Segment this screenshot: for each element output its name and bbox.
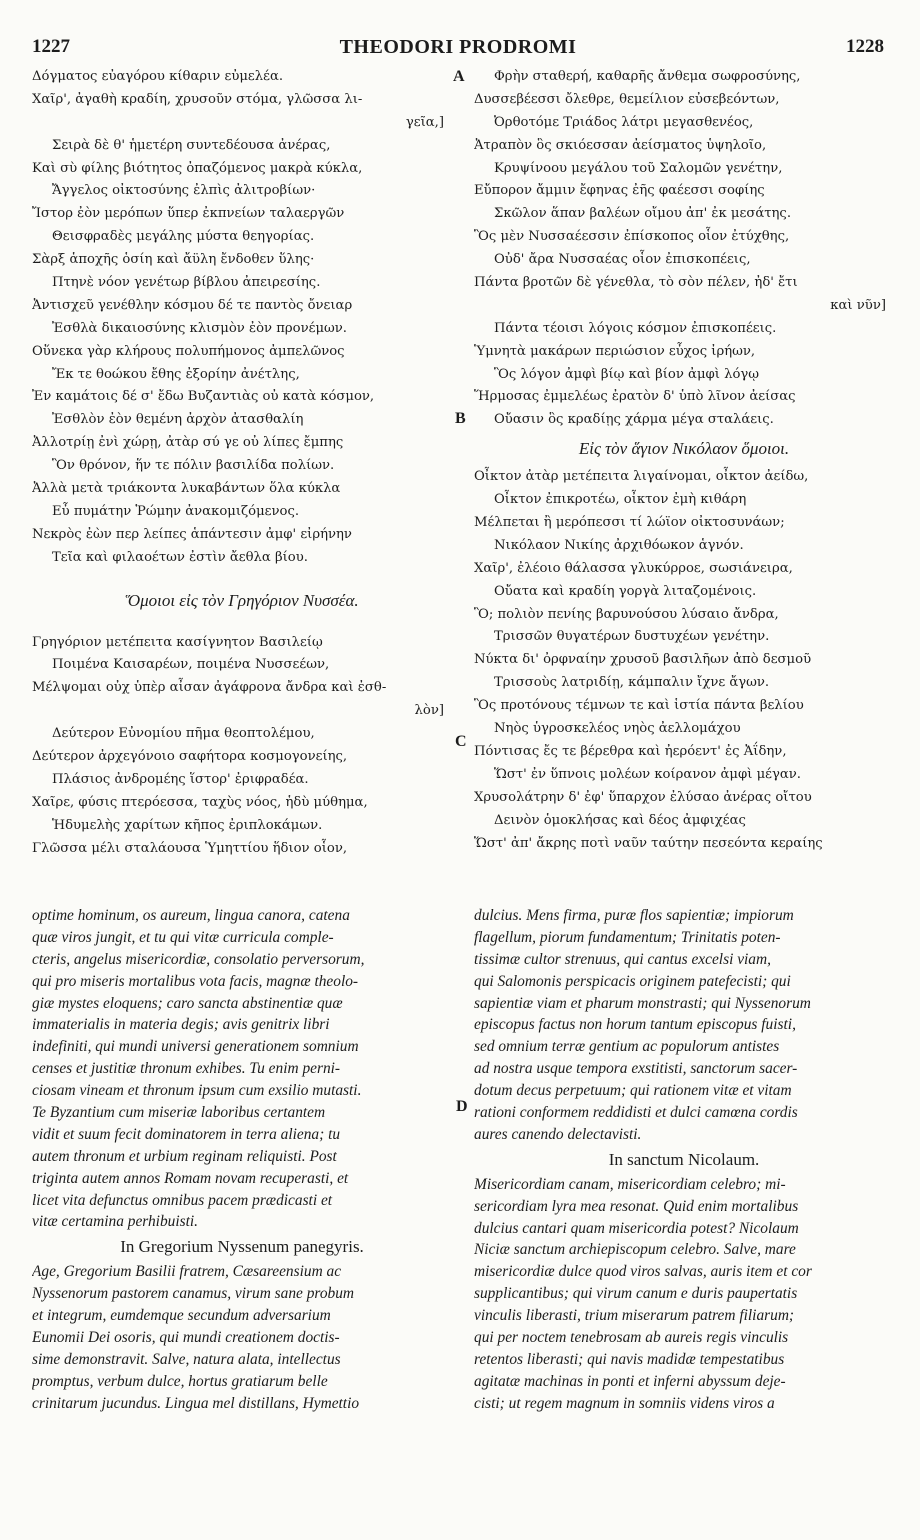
text-line: cteris, angelus misericordiæ, consolatio perversorum, — [32, 950, 365, 968]
verse-line: Γρηγόριον μετέπειτα κασίγνητον Βασιλείῳ — [32, 634, 323, 650]
verse-line: Μέλπεται ἢ μερόπεσσι τί λώϊον οἰκτοσυνάων; — [474, 515, 785, 531]
text-line: sapientiæ viam et pharum monstrasti; qui Nyssenorum — [474, 994, 811, 1012]
text-line: retentos liberasti; qui navis madidæ tempestatibus — [474, 1350, 785, 1368]
verse-line: Ὃ; πολιὸν πενίης βαρυνούσου λύσαιο ἄνδρα, — [474, 606, 779, 622]
text-line: agitatæ machinas in ponti et inferni abyssum deje- — [474, 1372, 786, 1390]
verse-line: Νύκτα δι' ὀρφναίην χρυσοῦ βασιλῆων ἀπὸ δεσμοῦ — [474, 652, 812, 668]
text-line: Te Byzantium cum miseriæ laboribus certantem — [32, 1104, 326, 1122]
verse-line: Σκῶλον ἅπαν βαλέων οἴμου ἀπ' ἐκ μεσάτης. — [494, 206, 792, 222]
text-line: vidit et suum fecit dominatorem in terra aliena; tu — [32, 1125, 341, 1143]
latin-text-right-1 — [474, 905, 894, 1146]
text-line: aures canendo delectavisti. — [474, 1125, 642, 1143]
verse-line: Πόντισας ἔς τε βέρεθρα καὶ ἠερόεντ' ἐς Ἀΐδην, — [474, 743, 787, 759]
verse-line: Ἔκ τε θοώκου ἔθης ἐξορίην ἀνέτλης, — [52, 366, 300, 382]
verse-line: Νικόλαον Νικίης ἀρχιθόωκον ἁγνόν. — [494, 537, 744, 553]
latin-column-right — [474, 905, 894, 1415]
section-marker-b: B — [455, 410, 466, 427]
verse-line: Χαῖρε, φύσις πτερόεσσα, ταχὺς νόος, ἡδὺ μύθημα, — [32, 794, 368, 810]
verse-line: Τρισσοὺς λατριδίῃ, κάμπαλιν ἴχνε ἄγων. — [494, 675, 770, 691]
text-line: optime hominum, os aureum, lingua canora, catena — [32, 907, 350, 924]
verse-line: Οἶκτον ἐπικροτέω, οἶκτον ἐμὴ κιθάρη — [494, 492, 747, 508]
verse-line: Ὑμνητὰ μακάρων περιώσιον εὖχος ἰρήων, — [474, 343, 756, 359]
verse-line: Τρισσῶν θυγατέρων δυστυχέων γενέτην. — [494, 629, 770, 645]
verse-line: Ἡδυμελὴς χαρίτων κῆπος ἐριπλοκάμων. — [52, 817, 323, 833]
text-line: misericordiæ dulce quod viros salvas, auris item et cor — [474, 1263, 812, 1281]
verse-line: Ἐσθλὰ δικαιοσύνης κλισμὸν ἐὸν προνέμων. — [52, 320, 347, 336]
latin-heading-nicholas: In sanctum Nicolaum. — [608, 1149, 760, 1169]
text-line: licet vita defunctus omnibus pacem prædicasti et — [32, 1191, 333, 1209]
verse-line: Χρυσολάτρην δ' ἐφ' ὕπαρχον ἐλύσαο ἀνέρας οἴτου — [474, 789, 812, 805]
verse-line: Ἄγγελος οἰκτοσύνης ἐλπὶς ἀλιτροβίων· — [52, 183, 316, 199]
verse-line: Ἥρμοσας ἐμμελέως ἐρατὸν δ' ὑπὸ λῖνον ἀείσας — [474, 389, 796, 405]
verse-line: Καὶ σὺ φίλης βιότητος ὀπαζόμενος μακρὰ κύκλα, — [32, 160, 363, 176]
text-line: et integrum, eumdemque secundum adversarium — [32, 1307, 331, 1325]
running-title: THEODORI PRODROMI — [339, 36, 577, 58]
latin-text-right-2 — [474, 1174, 894, 1415]
verse-line: Θεισφραδὲς μεγάλης μύστα θεηγορίας. — [52, 229, 315, 245]
latin-column-left — [32, 905, 452, 1415]
text-line: giæ mystes eloquens; caro sancta abstinentiæ quæ — [32, 994, 343, 1012]
verse-line: Ὃς λόγον ἀμφὶ βίῳ καὶ βίον ἀμφὶ λόγῳ — [494, 366, 760, 382]
text-line: ad nostra usque tempora exstitisti, sanctorum sacer- — [474, 1060, 798, 1078]
verse-line: Ὃς μὲν Νυσσαέεσσιν ἐπίσκοπος οἷον ἐτύχθης, — [474, 229, 790, 245]
verse-line: Κρυψίνοου μεγάλου τοῦ Σαλομῶν γενέτην, — [494, 160, 783, 176]
verse-line: Πτηνὲ νόον γενέτωρ βίβλου ἀπειρεσίης. — [52, 275, 321, 291]
verse-line: Νεκρὸς ἐὼν περ λείπες ἁπάντεσιν ἀμφ' εἰρήνην — [32, 526, 352, 542]
verse-line: Σὰρξ ἁποχῆς ὁσίη καὶ ἄϋλη ἔνδοθεν ὕλης· — [32, 252, 315, 268]
latin-text-left-1 — [32, 905, 452, 1233]
text-line: vinculis liberasti, trium miserarum patrem filiarum; — [474, 1307, 795, 1325]
verse-line: Ὃν θρόνον, ἥν τε πόλιν βασιλίδα πολίων. — [52, 458, 335, 474]
text-line: sed omnium terræ gentium ac populorum antistes — [474, 1038, 780, 1056]
text-line: cisti; ut regem magnum in somniis videns viros a — [474, 1394, 775, 1412]
verse-line: Φρὴν σταθερή, καθαρῆς ἄνθεμα σωφροσύνης, — [494, 69, 801, 84]
verse-line: Δεύτερον Εὐνομίου πῆμα θεοπτολέμου, — [52, 726, 315, 742]
text-line: ciosam vineam et thronum ipsum cum exsilio mutasti. — [32, 1082, 362, 1100]
verse-line: Ἀλλοτρίῃ ἐνὶ χώρῃ, ἀτὰρ σύ γε οὐ λίπες ἔμπης — [32, 435, 344, 451]
text-line: episcopus factus non horum tantum episcopus fuisti, — [474, 1016, 796, 1034]
verse-line: Ἐν καμάτοις δέ σ' ἔδω Βυζαντιὰς οὐ κατὰ κόσμον, — [32, 389, 375, 405]
greek-column-right — [474, 66, 894, 855]
verse-line: Δεύτερον ἀρχεγόνοιο σαφήτορα κοσμογονείης, — [32, 749, 348, 765]
verse-line: Χαῖρ', ἀγαθὴ κραδίη, χρυσοῦν στόμα, γλῶσσα λι- — [32, 91, 363, 107]
verse-line: Οὔασιν ὃς κραδίῃς χάρμα μέγα σταλάεις. — [494, 412, 774, 428]
latin-text-left-2 — [32, 1261, 452, 1414]
text-line: sericordiam lyra mea resonat. Quid enim mortalibus — [474, 1197, 799, 1215]
greek-column-left — [32, 66, 452, 861]
verse-line: Γλῶσσα μέλι σταλάουσα Ὑμηττίου ἥδιον οἷον, — [32, 840, 348, 856]
verse-line: Ἐσθλὸν ἐὸν θεμένη ἀρχὸν ἀτασθαλίη — [52, 412, 304, 428]
page-number-left: 1227 — [32, 36, 70, 57]
text-line: immaterialis in materia degis; avis genitrix libri — [32, 1016, 330, 1034]
text-line: vitæ certamina perhibuisti. — [32, 1213, 199, 1231]
verse-line: Ἀλλὰ μετὰ τριάκοντα λυκαβάντων ὅλα κύκλα — [32, 481, 341, 497]
text-line: Misericordiam canam, misericordiam celebro; mi- — [474, 1175, 786, 1193]
text-line: dotum decus perpetuum; qui rationem vitæ et vitam — [474, 1082, 792, 1100]
verse-line: Δυσσεβέεσσι ὄλεθρε, θεμείλιον εὐσεβεόντων, — [474, 91, 780, 107]
verse-line: Ἴστορ ἐὸν μερόπων ὕπερ ἐκπνείων ταλαεργῶν — [32, 206, 345, 222]
verse-line: Ὥστ' ἐν ὕπνοις μολέων κοίρανον ἀμφὶ μέγαν. — [494, 766, 801, 782]
verse-line: Πάντα βροτῶν δὲ γένεθλα, τὸ σὸν πέλεν, ἠδ' ἔτι — [474, 275, 798, 291]
verse-line: Ὥστ' ἀπ' ἄκρης ποτὶ ναῦν ταύτην πεσεόντα κεραίης — [474, 835, 823, 851]
text-line: triginta autem annos Romam novam recuperasti, et — [32, 1169, 349, 1187]
verse-line: Οὐδ' ἄρα Νυσσαέας οἷον ἐπισκοπέεις, — [494, 252, 751, 268]
text-line: indefiniti, qui mundi universi generationem somnium — [32, 1038, 359, 1056]
text-line: flagellum, piorum fundamentum; Trinitatis poten- — [474, 928, 781, 946]
verse-line: Εὖ πυμάτην Ῥώμην ἀνακομιζόμενος. — [52, 503, 300, 519]
verse-line: Δόγματος εὐαγόρου κίθαριν εὐμελέα. — [32, 69, 284, 84]
verse-line: Εὔπορον ἄμμιν ἔφηνας ἐῆς φαέεσσι σοφίης — [474, 183, 765, 199]
verse-line: γεῖα,] — [405, 114, 444, 130]
text-line: dulcius. Mens firma, puræ flos sapientiæ; impiorum — [474, 907, 794, 924]
text-line: autem thronum et urbium reginam reliquisti. Post — [32, 1147, 337, 1165]
verse-line: Νηὸς ὑγροσκελέος νηὸς ἀελλομάχου — [494, 721, 741, 737]
greek-verses-left-1 — [32, 66, 452, 570]
verse-line: Ποιμένα Καισαρέων, ποιμένα Νυσσεέων, — [52, 657, 330, 673]
verse-line: καὶ νῦν] — [830, 297, 886, 313]
text-line: quæ viros jungit, et tu qui vitæ curricula comple- — [32, 928, 334, 946]
greek-verses-right-1 — [474, 66, 894, 432]
text-line: promptus, verbum dulce, hortus gratiarum belle — [32, 1372, 328, 1390]
text-line: Niciæ sanctum archiepiscopum celebro. Salve, mare — [474, 1241, 796, 1259]
verse-line: Ὀρθοτόμε Τριάδος λάτρι μεγασθενέος, — [494, 114, 754, 130]
verse-line: Οἶκτον ἀτὰρ μετέπειτα λιγαίνομαι, οἶκτον ἀείδω, — [474, 469, 809, 485]
verse-line: Μέλψομαι οὐχ ὑπὲρ αἶσαν ἀγάφρονα ἄνδρα καὶ ἐσθ- — [32, 680, 387, 696]
verse-line: Πάντα τέοισι λόγοις κόσμον ἐπισκοπέεις. — [494, 320, 777, 336]
text-line: qui Salomonis perspicacis originem patefecisti; qui — [474, 972, 791, 990]
text-line: dulcius cantari quam misericordia potest? Nicolaum — [474, 1219, 799, 1237]
verse-line: Ἀντισχεῦ γενέθλην κόσμου δέ τε παντὸς ὄνειαρ — [32, 297, 353, 313]
text-line: tissimæ cultor strenuus, qui cantus excelsi viam, — [474, 950, 771, 968]
verse-line: Οὔατα καὶ κραδίη γοργὰ λιταζομένοις. — [494, 583, 757, 599]
text-line: crinitarum jucundus. Lingua mel distillans, Hymettio — [32, 1394, 360, 1412]
verse-line: Ἀτραπὸν ὃς σκιόεσσαν ἀείσματος ὑψηλοῖο, — [474, 137, 767, 153]
text-line: Nyssenorum pastorem canamus, virum sane probum — [32, 1285, 355, 1303]
text-line: Eunomii Dei osoris, qui mundi creationem doctis- — [32, 1329, 340, 1347]
section-marker-a: A — [453, 68, 465, 85]
verse-line: Δεινὸν ὁμοκλήσας καὶ δέος ἀμφιχέας — [494, 812, 746, 828]
poem-heading-gregory-greek: Ὅμοιοι εἰς τὸν Γρηγόριον Νυσσέα. — [125, 590, 359, 610]
verse-line: Οὕνεκα γὰρ κλήρους πολυπήμονος ἀμπελῶνος — [32, 343, 345, 359]
latin-heading-gregory: In Gregorium Nyssenum panegyris. — [120, 1237, 364, 1257]
section-marker-d: D — [456, 1098, 468, 1115]
text-line: qui pro miseris mortalibus vota facis, magnæ theolo- — [32, 972, 359, 990]
text-line: Age, Gregorium Basilii fratrem, Cæsareensium ac — [32, 1263, 342, 1281]
verse-line: Ὃς προτόνους τέμνων τε καὶ ἱστία πάντα βελίου — [474, 698, 804, 714]
greek-verses-left-2 — [32, 632, 452, 861]
text-line: rationi conformem reddidisti et dulci camœna cordis — [474, 1104, 798, 1122]
section-marker-c: C — [455, 733, 467, 750]
verse-line: Τεῖα καὶ φιλαοέτων ἐστὶν ἄεθλα βίου. — [52, 549, 308, 565]
poem-heading-nicholas-greek: Εἰς τὸν ἅγιον Νικόλαον ὅμοιοι. — [578, 439, 790, 459]
running-header — [32, 36, 884, 62]
verse-line: λὸν] — [414, 703, 444, 719]
verse-line: Χαῖρ', ἐλέοιο θάλασσα γλυκύρροε, σωσιάνειρα, — [474, 560, 793, 576]
greek-verses-right-2 — [474, 466, 894, 855]
verse-line: Σειρὰ δὲ θ' ἡμετέρη συντεδέουσα ἀνέρας, — [52, 137, 331, 153]
text-line: sime demonstravit. Salve, natura alata, intellectus — [32, 1350, 341, 1368]
text-line: supplicantibus; qui virum canum e duris paupertatis — [474, 1285, 798, 1303]
text-line: qui per noctem tenebrosam ab aureis regis vinculis — [474, 1329, 789, 1347]
verse-line: Πλάσιος ἀνδρομέης ἵστορ' ἐριφραδέα. — [52, 771, 309, 787]
text-line: censes et justitiæ thronum exhibes. Tu enim perni- — [32, 1060, 341, 1078]
page-number-right: 1228 — [846, 36, 884, 57]
